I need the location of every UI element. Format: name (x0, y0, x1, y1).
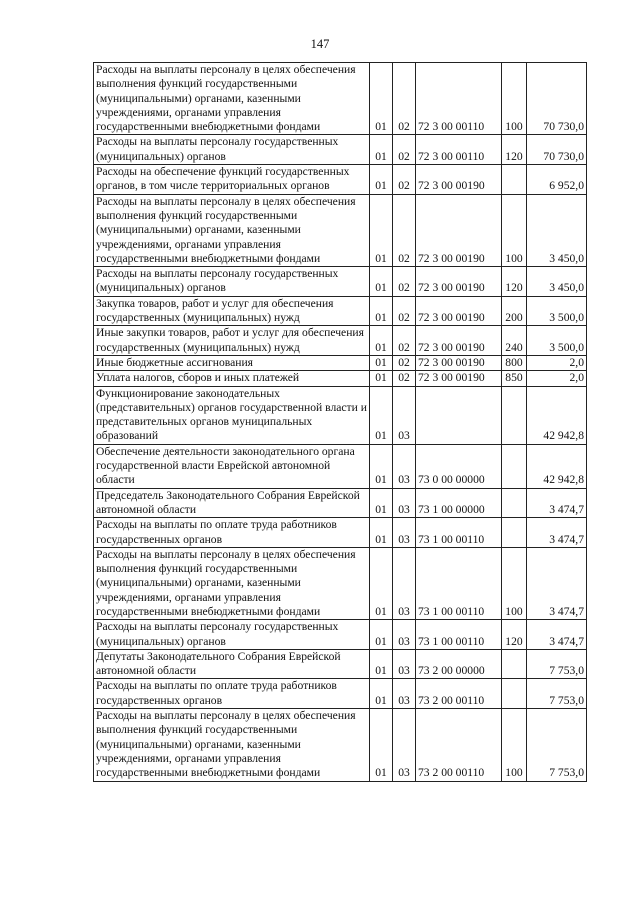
row-section: 01 (370, 649, 393, 679)
row-target-article: 73 0 00 00000 (416, 444, 502, 488)
row-amount: 7 753,0 (527, 679, 587, 709)
row-section: 01 (370, 679, 393, 709)
row-subsection: 02 (393, 165, 416, 195)
row-target-article: 72 3 00 00110 (416, 63, 502, 135)
row-expense-type (502, 444, 527, 488)
row-section: 01 (370, 165, 393, 195)
row-subsection: 03 (393, 620, 416, 650)
row-name: Расходы на обеспечение функций государственных органов, в том числе территориальных органов (94, 165, 370, 195)
row-section: 01 (370, 709, 393, 781)
row-target-article: 72 3 00 00190 (416, 296, 502, 326)
row-name: Расходы на выплаты персоналу государственных (муниципальных) органов (94, 135, 370, 165)
row-amount: 3 474,7 (527, 620, 587, 650)
row-section: 01 (370, 444, 393, 488)
row-name: Расходы на выплаты персоналу в целях обеспечения выполнения функций государственными (муниципальными) органами, казенными учреждениями, органами управления государственными внебюджетными фондами (94, 63, 370, 135)
row-expense-type: 100 (502, 63, 527, 135)
row-target-article: 72 3 00 00190 (416, 267, 502, 297)
row-target-article: 72 3 00 00190 (416, 355, 502, 370)
row-amount: 3 474,7 (527, 518, 587, 548)
row-target-article: 72 3 00 00190 (416, 194, 502, 266)
table-row (94, 296, 587, 326)
table-row (94, 518, 587, 548)
budget-table (93, 62, 587, 782)
row-section: 01 (370, 267, 393, 297)
table-row (94, 386, 587, 444)
row-amount: 3 500,0 (527, 296, 587, 326)
row-section: 01 (370, 371, 393, 386)
row-amount: 3 500,0 (527, 326, 587, 356)
table-row (94, 326, 587, 356)
table-row (94, 135, 587, 165)
row-name: Закупка товаров, работ и услуг для обеспечения государственных (муниципальных) нужд (94, 296, 370, 326)
row-subsection: 03 (393, 709, 416, 781)
row-section: 01 (370, 355, 393, 370)
row-amount: 3 474,7 (527, 547, 587, 619)
row-section: 01 (370, 296, 393, 326)
row-name: Функционирование законодательных (представительных) органов государственной власти и представительных органов муниципальных образований (94, 386, 370, 444)
row-subsection: 02 (393, 63, 416, 135)
row-expense-type: 240 (502, 326, 527, 356)
row-subsection: 03 (393, 679, 416, 709)
row-section: 01 (370, 135, 393, 165)
row-amount: 7 753,0 (527, 649, 587, 679)
row-subsection: 02 (393, 267, 416, 297)
row-target-article: 73 2 00 00110 (416, 679, 502, 709)
row-name: Расходы на выплаты по оплате труда работников государственных органов (94, 679, 370, 709)
row-expense-type (502, 649, 527, 679)
row-expense-type (502, 386, 527, 444)
row-subsection: 02 (393, 296, 416, 326)
row-expense-type: 120 (502, 135, 527, 165)
row-amount: 3 450,0 (527, 194, 587, 266)
row-name: Иные бюджетные ассигнования (94, 355, 370, 370)
row-amount: 2,0 (527, 371, 587, 386)
row-name: Расходы на выплаты персоналу в целях обеспечения выполнения функций государственными (муниципальными) органами, казенными учреждениями, органами управления государственными внебюджетными фондами (94, 547, 370, 619)
row-section: 01 (370, 326, 393, 356)
row-expense-type: 100 (502, 709, 527, 781)
row-name: Расходы на выплаты персоналу государственных (муниципальных) органов (94, 620, 370, 650)
table-row (94, 547, 587, 619)
row-amount: 7 753,0 (527, 709, 587, 781)
row-target-article: 72 3 00 00110 (416, 135, 502, 165)
row-expense-type (502, 679, 527, 709)
row-target-article: 72 3 00 00190 (416, 165, 502, 195)
budget-table-body (94, 63, 587, 782)
row-subsection: 03 (393, 444, 416, 488)
row-target-article: 73 1 00 00110 (416, 547, 502, 619)
row-target-article: 73 2 00 00000 (416, 649, 502, 679)
row-expense-type (502, 518, 527, 548)
table-row (94, 488, 587, 518)
row-target-article: 72 3 00 00190 (416, 371, 502, 386)
row-target-article: 73 1 00 00000 (416, 488, 502, 518)
row-name: Иные закупки товаров, работ и услуг для обеспечения государственных (муниципальных) нужд (94, 326, 370, 356)
row-target-article: 72 3 00 00190 (416, 326, 502, 356)
row-subsection: 02 (393, 194, 416, 266)
row-amount: 42 942,8 (527, 386, 587, 444)
row-expense-type: 120 (502, 267, 527, 297)
row-expense-type: 850 (502, 371, 527, 386)
row-expense-type: 120 (502, 620, 527, 650)
row-name: Депутаты Законодательного Собрания Еврейской автономной области (94, 649, 370, 679)
table-row (94, 649, 587, 679)
row-target-article: 73 2 00 00110 (416, 709, 502, 781)
page-number: 147 (310, 37, 330, 51)
row-amount: 2,0 (527, 355, 587, 370)
row-amount: 3 450,0 (527, 267, 587, 297)
table-row (94, 165, 587, 195)
row-target-article: 73 1 00 00110 (416, 518, 502, 548)
row-name: Расходы на выплаты персоналу в целях обеспечения выполнения функций государственными (муниципальными) органами, казенными учреждениями, органами управления государственными внебюджетными фондами (94, 194, 370, 266)
table-row (94, 679, 587, 709)
row-amount: 42 942,8 (527, 444, 587, 488)
row-section: 01 (370, 194, 393, 266)
row-subsection: 02 (393, 355, 416, 370)
table-row (94, 194, 587, 266)
row-name: Председатель Законодательного Собрания Еврейской автономной области (94, 488, 370, 518)
row-section: 01 (370, 386, 393, 444)
row-subsection: 03 (393, 649, 416, 679)
table-row (94, 444, 587, 488)
table-row (94, 371, 587, 386)
row-name: Обеспечение деятельности законодательного органа государственной власти Еврейской автономной области (94, 444, 370, 488)
table-row (94, 63, 587, 135)
row-amount: 6 952,0 (527, 165, 587, 195)
table-row (94, 709, 587, 781)
table-row (94, 620, 587, 650)
row-subsection: 02 (393, 135, 416, 165)
row-amount: 3 474,7 (527, 488, 587, 518)
row-section: 01 (370, 488, 393, 518)
row-subsection: 02 (393, 326, 416, 356)
row-section: 01 (370, 547, 393, 619)
row-expense-type: 200 (502, 296, 527, 326)
row-name: Уплата налогов, сборов и иных платежей (94, 371, 370, 386)
row-expense-type: 800 (502, 355, 527, 370)
row-subsection: 03 (393, 547, 416, 619)
row-expense-type: 100 (502, 194, 527, 266)
row-amount: 70 730,0 (527, 135, 587, 165)
row-expense-type: 100 (502, 547, 527, 619)
row-name: Расходы на выплаты персоналу в целях обеспечения выполнения функций государственными (муниципальными) органами, казенными учреждениями, органами управления государственными внебюджетными фондами (94, 709, 370, 781)
row-amount: 70 730,0 (527, 63, 587, 135)
row-section: 01 (370, 620, 393, 650)
row-target-article: 73 1 00 00110 (416, 620, 502, 650)
row-section: 01 (370, 63, 393, 135)
row-target-article (416, 386, 502, 444)
row-section: 01 (370, 518, 393, 548)
row-name: Расходы на выплаты по оплате труда работников государственных органов (94, 518, 370, 548)
row-subsection: 03 (393, 488, 416, 518)
row-expense-type (502, 165, 527, 195)
row-subsection: 03 (393, 386, 416, 444)
table-row (94, 267, 587, 297)
table-row (94, 355, 587, 370)
row-subsection: 02 (393, 371, 416, 386)
row-name: Расходы на выплаты персоналу государственных (муниципальных) органов (94, 267, 370, 297)
row-expense-type (502, 488, 527, 518)
row-subsection: 03 (393, 518, 416, 548)
